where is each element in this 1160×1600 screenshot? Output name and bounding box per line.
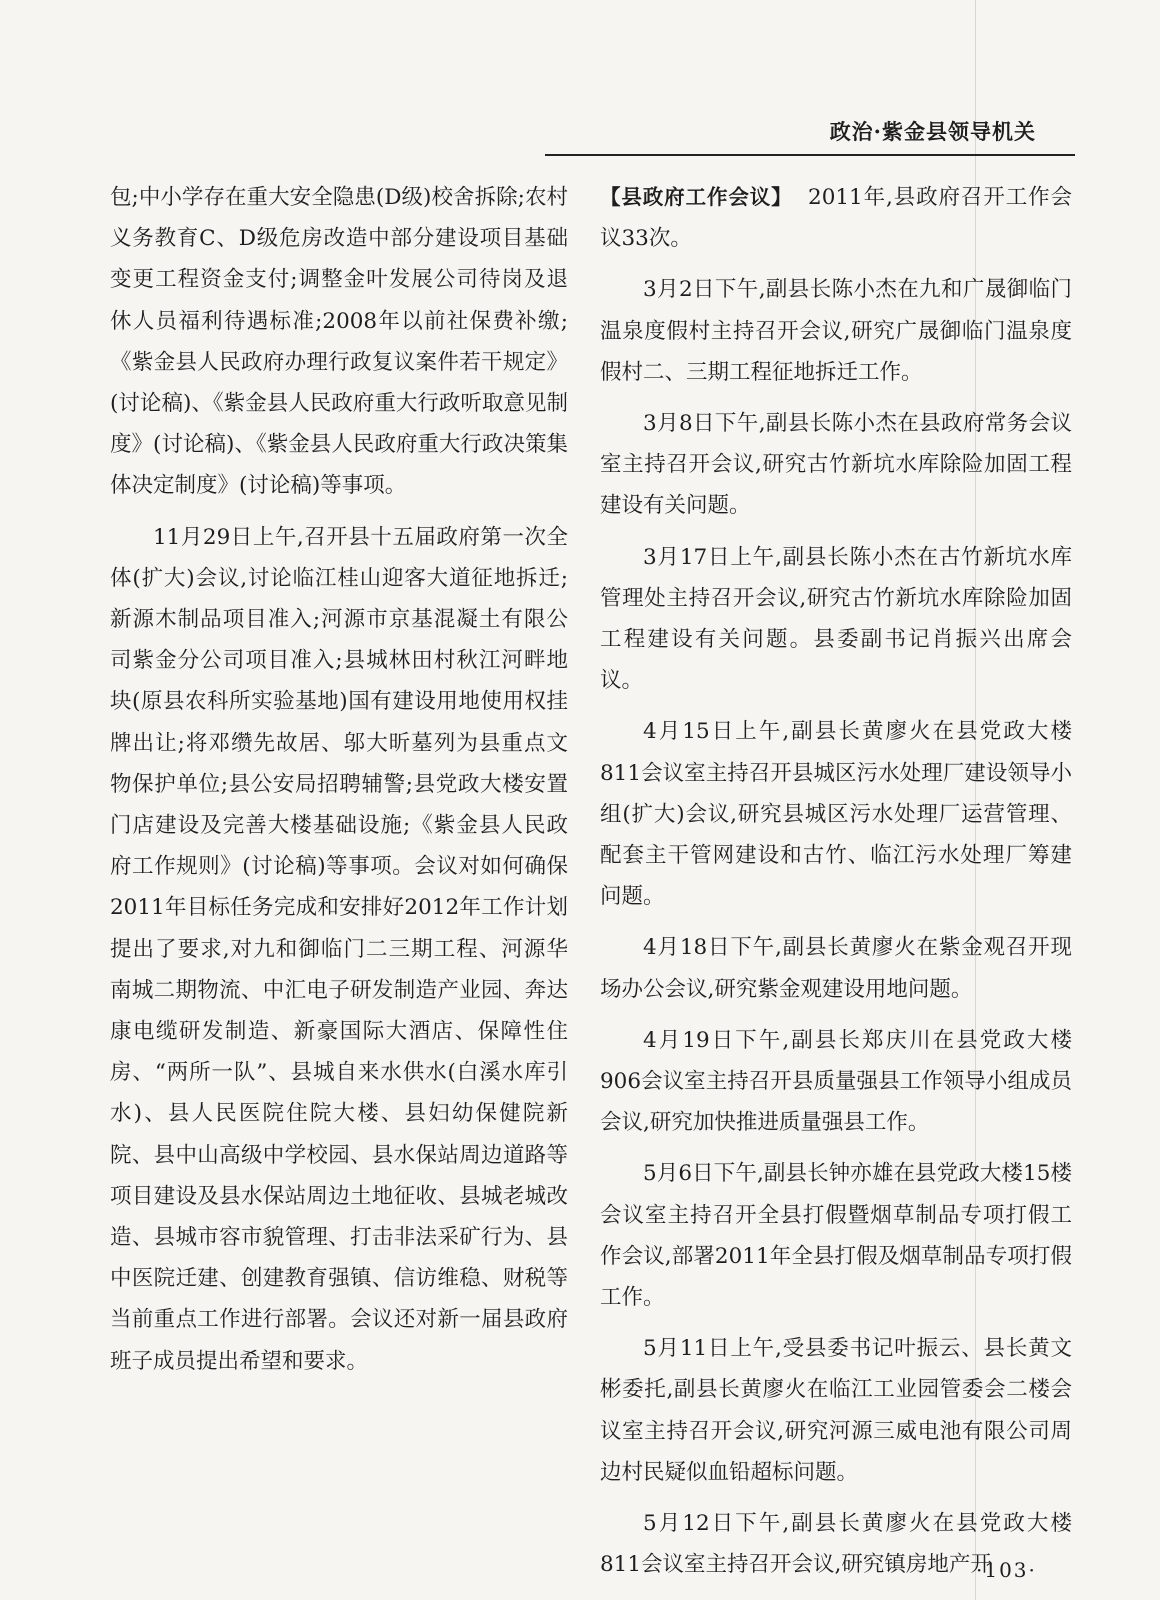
- meeting-entry: 3月8日下午,副县长陈小杰在县政府常务会议室主持召开会议,研究古竹新坑水库除险加固工程建设有关问题。: [600, 411, 1072, 519]
- header-rule: [545, 154, 1075, 156]
- section-intro: 2011年,县政府召开工作会议33次。: [600, 185, 1073, 252]
- section-title: 【县政府工作会议】: [600, 185, 793, 209]
- running-header: 政治·紫金县领导机关: [829, 119, 1036, 144]
- meeting-entry: 4月19日下午,副县长郑庆川在县党政大楼906会议室主持召开县质量强县工作领导小组成员会议,研究加快推进质量强县工作。: [600, 1027, 1072, 1136]
- right-column: [600, 177, 1072, 1596]
- left-column: [110, 177, 568, 1392]
- meeting-entry: 5月11日上午,受县委书记叶振云、县长黄文彬委托,副县长黄廖火在临江工业园管委会二楼会议室主持召开会议,研究河源三威电池有限公司周边村民疑似血铅超标问题。: [600, 1336, 1072, 1485]
- meeting-entry: 4月18日下午,副县长黄廖火在紫金观召开现场办公会议,研究紫金观建设用地问题。: [600, 935, 1072, 1002]
- meeting-entry: 3月2日下午,副县长陈小杰在九和广晟御临门温泉度假村主持召开会议,研究广晟御临门温泉度假村二、三期工程征地拆迁工作。: [600, 277, 1072, 385]
- meeting-entry: 5月6日下午,副县长钟亦雄在县党政大楼15楼会议室主持召开全县打假暨烟草制品专项打假工作会议,部署2011年全县打假及烟草制品专项打假工作。: [600, 1161, 1072, 1311]
- paragraph-nov-29-meeting: 11月29日上午,召开县十五届政府第一次全体(扩大)会议,讨论临江桂山迎客大道征地拆迁;新源木制品项目准入;河源市京基混凝土有限公司紫金分公司项目准入;县城林田村秋江河畔地块(原县农科所实验基地)国有建设用地使用权挂牌出让;将邓缵先故居、邬大昕墓列为县重点文物保护单位;县公安局招聘辅警;县党政大楼安置门店建设及完善大楼基础设施;《紫金县人民政府工作规则》(讨论稿)等事项。会议对如何确保2011年目标任务完成和安排好2012年工作计划提出了要求,对九和御临门二三期工程、河源华南城二期物流、中汇电子研发制造产业园、奔达康电缆研发制造、新豪国际大酒店、保障性住房、“两所一队”、县城自来水供水(白溪水库引水)、县人民医院住院大楼、县妇幼保健院新院、县中山高级中学校园、县水保站周边道路等项目建设及县水保站周边土地征收、县城老城改造、县城市容市貌管理、打击非法采矿行为、县中医院迁建、创建教育强镇、信访维稳、财税等当前重点工作进行部署。会议还对新一届县政府班子成员提出希望和要求。: [110, 524, 568, 1374]
- meeting-entry: 3月17日上午,副县长陈小杰在古竹新坑水库管理处主持召开会议,研究古竹新坑水库除险加固工程建设有关问题。县委副书记肖振兴出席会议。: [600, 544, 1072, 694]
- section-intro-paragraph: [600, 177, 1072, 259]
- paragraph-continued: 包;中小学存在重大安全隐患(D级)校舍拆除;农村义务教育C、D级危房改造中部分建设项目基础变更工程资金支付;调整金叶发展公司待岗及退休人员福利待遇标准;2008年以前社保费补缴;《紫金县人民政府办理行政复议案件若干规定》(讨论稿)、《紫金县人民政府重大行政听取意见制度》(讨论稿)、《紫金县人民政府重大行政决策集体决定制度》(讨论稿)等事项。: [110, 185, 568, 499]
- meeting-entry: 4月15日上午,副县长黄廖火在县党政大楼811会议室主持召开县城区污水处理厂建设领导小组(扩大)会议,研究县城区污水处理厂运营管理、配套主干管网建设和古竹、临江污水处理厂筹建问题。: [600, 719, 1072, 910]
- page-number: ·103·: [976, 1558, 1037, 1582]
- meeting-entry: 5月12日下午,副县长黄廖火在县党政大楼811会议室主持召开会议,研究镇房地产开: [600, 1511, 1072, 1578]
